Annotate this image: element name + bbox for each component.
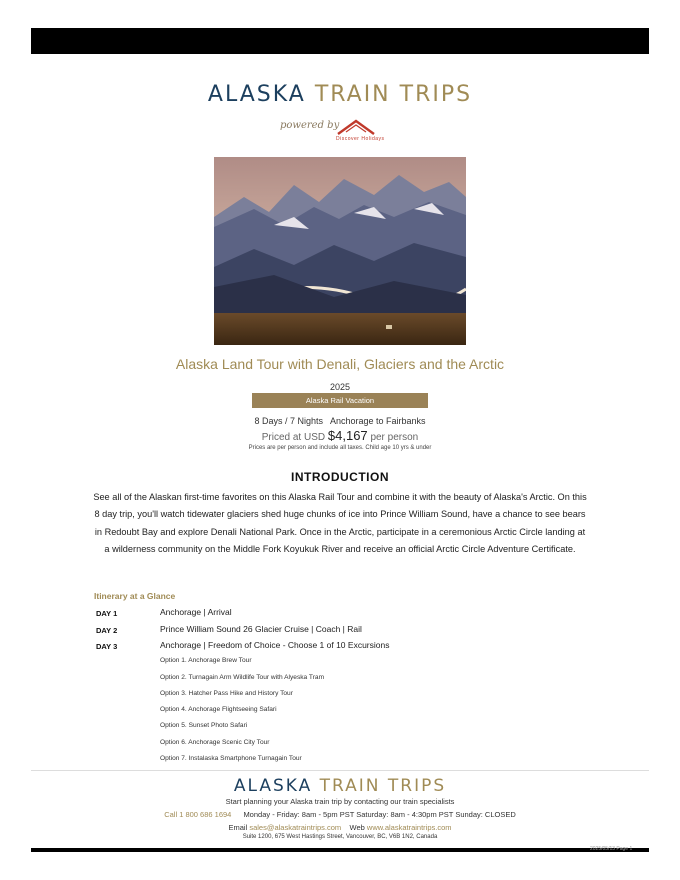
day-description: Anchorage | Freedom of Choice - Choose 1 of 10 Excursions (160, 640, 390, 650)
hero-image (214, 157, 466, 345)
footer-contact-line (0, 810, 680, 819)
footer-brand-logo (0, 776, 680, 796)
trip-route: Anchorage to Fairbanks (329, 416, 426, 426)
powered-by-text: powered by (280, 120, 340, 131)
partner-name: Discover Holidays (336, 136, 385, 142)
excursion-option: Option 7. Instalaska Smartphone Turnagain Tour (160, 755, 302, 762)
price-suffix: per person (370, 432, 419, 443)
brand-word-trips: TRIPS (399, 82, 473, 107)
footer-brand-word-trips: TRIPS (387, 776, 447, 796)
footer-brand-word-alaska: ALASKA (233, 776, 313, 796)
price-line (0, 428, 680, 443)
day-label: DAY 1 (96, 609, 118, 618)
day-label: DAY 2 (96, 626, 118, 635)
partner-mountain-icon (336, 118, 378, 136)
footer-online-line (0, 823, 680, 832)
excursion-option: Option 3. Hatcher Pass Hike and History Tour (160, 690, 293, 697)
brand-logo (0, 82, 680, 107)
excursion-option: Option 4. Anchorage Flightseeing Safari (160, 706, 277, 713)
powered-by-logo (280, 118, 400, 146)
footer-divider (31, 770, 649, 771)
day-description: Prince William Sound 26 Glacier Cruise | Coach | Rail (160, 624, 362, 634)
day-label: DAY 3 (96, 642, 118, 651)
header-black-bar (31, 28, 649, 54)
excursion-option: Option 1. Anchorage Brew Tour (160, 657, 252, 664)
footer-address: Suite 1200, 675 West Hastings Street, Vancouver, BC, V6B 1N2, Canada (242, 834, 438, 840)
tour-year: 2025 (329, 382, 351, 392)
tour-title: Alaska Land Tour with Denali, Glaciers and the Arctic (175, 356, 505, 372)
footer-tagline: Start planning your Alaska train trip by contacting our train specialists (225, 797, 455, 806)
page-stamp: 2025/05/13 Page 1 (590, 846, 633, 852)
web-label: Web (349, 823, 365, 832)
brand-word-alaska: ALASKA (207, 82, 306, 107)
excursion-option: Option 6. Anchorage Scenic City Tour (160, 739, 270, 746)
intro-heading: INTRODUCTION (291, 470, 389, 484)
footer-brand-word-train: TRAIN (319, 776, 381, 796)
itinerary-heading: Itinerary at a Glance (94, 591, 176, 601)
trip-summary (0, 416, 680, 426)
price-amount: $4,167 (327, 428, 368, 443)
footer-black-bar (31, 848, 649, 852)
footer-hours: Monday - Friday: 8am - 5pm PST Saturday: 8am - 4:30pm PST Sunday: CLOSED (243, 810, 516, 819)
email-label: Email (228, 823, 248, 832)
price-fine-print: Prices are per person and include all taxes. Child age 10 yrs & under (248, 445, 432, 451)
excursion-option: Option 2. Turnagain Arm Wildlife Tour with Alyeska Tram (160, 674, 325, 681)
excursion-option: Option 5. Sunset Photo Safari (160, 722, 248, 729)
email-link[interactable]: sales@alaskatraintrips.com (249, 823, 342, 832)
intro-paragraph: See all of the Alaskan first-time favorites on this Alaska Rail Tour and combine it with the beauty of Alaska's Arctic. On this 8 day trip, you'll watch tidewater glaciers shed huge chunks of ice into Prince William Sound, have a chance to see bears in Redoubt Bay and explore Denali National Park. Once in the Arctic, participate in a ceremonious Arctic Circle landing at a wilderness community on the Middle Fork Koyukuk River and receive an official Arctic Circle Adventure Certificate. (93, 492, 587, 554)
tour-type-badge: Alaska Rail Vacation (252, 393, 428, 408)
day-description: Anchorage | Arrival (160, 607, 232, 617)
price-prefix: Priced at USD (261, 432, 326, 443)
trip-duration: 8 Days / 7 Nights (254, 416, 323, 426)
brand-word-train: TRAIN (314, 82, 391, 107)
footer-phone[interactable]: Call 1 800 686 1694 (164, 810, 232, 819)
website-link[interactable]: www.alaskatraintrips.com (366, 823, 452, 832)
